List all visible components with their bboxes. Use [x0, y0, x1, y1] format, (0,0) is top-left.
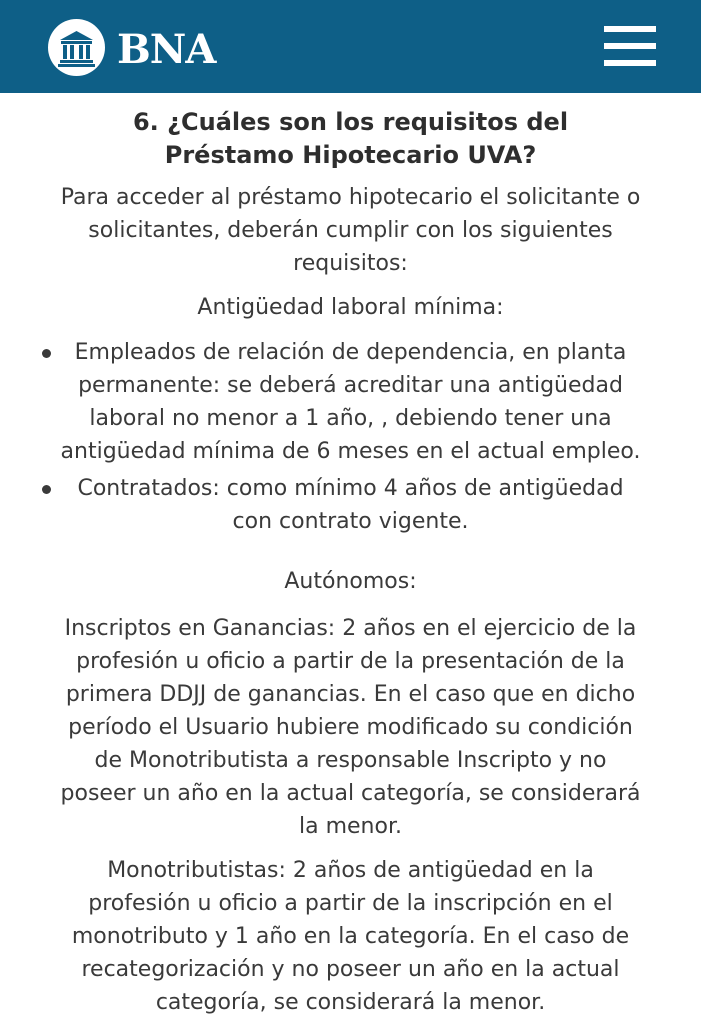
- bank-building-icon: [48, 19, 105, 76]
- section-heading-autonomos: Autónomos:: [284, 569, 417, 594]
- list-item: Empleados de relación de dependencia, en planta permanente: se deberá acreditar una antigüedad laboral no menor a 1 año, , debiendo tener una antigüedad mínima de 6 meses en el actual empleo.: [60, 340, 641, 464]
- bna-logo[interactable]: [48, 19, 105, 76]
- hamburger-menu-icon[interactable]: [604, 26, 656, 66]
- bullet-dot: [42, 349, 51, 358]
- app-header: [0, 0, 701, 93]
- section-heading-employment: Antigüedad laboral mínima:: [197, 295, 504, 320]
- bullet-dot: [42, 485, 51, 494]
- brand-name[interactable]: BNA: [117, 26, 216, 73]
- list-item: Contratados: como mínimo 4 años de antigüedad con contrato vigente.: [77, 476, 624, 534]
- faq-intro: Para acceder al préstamo hipotecario el solicitante o solicitantes, deberán cumplir con los siguientes requisitos:: [60, 185, 641, 276]
- monotributistas-paragraph: Monotributistas: 2 años de antigüedad en la profesión u oficio a partir de la inscripción en el monotributo y 1 año en la categoría. En el caso de recategorización y no poseer un año en la actual categoría, se considerará la menor.: [71, 858, 630, 1015]
- faq-question-title: 6. ¿Cuáles son los requisitos del Préstamo Hipotecario UVA?: [132, 108, 569, 169]
- ganancias-paragraph: Inscriptos en Ganancias: 2 años en el ejercicio de la profesión u oficio a partir de la presentación de la primera DDJJ de ganancias. En el caso que en dicho período el Usuario hubiere modificado su condición de Monotributista a responsable Inscripto y no poseer un año en la actual categoría, se considerará la menor.: [60, 616, 641, 839]
